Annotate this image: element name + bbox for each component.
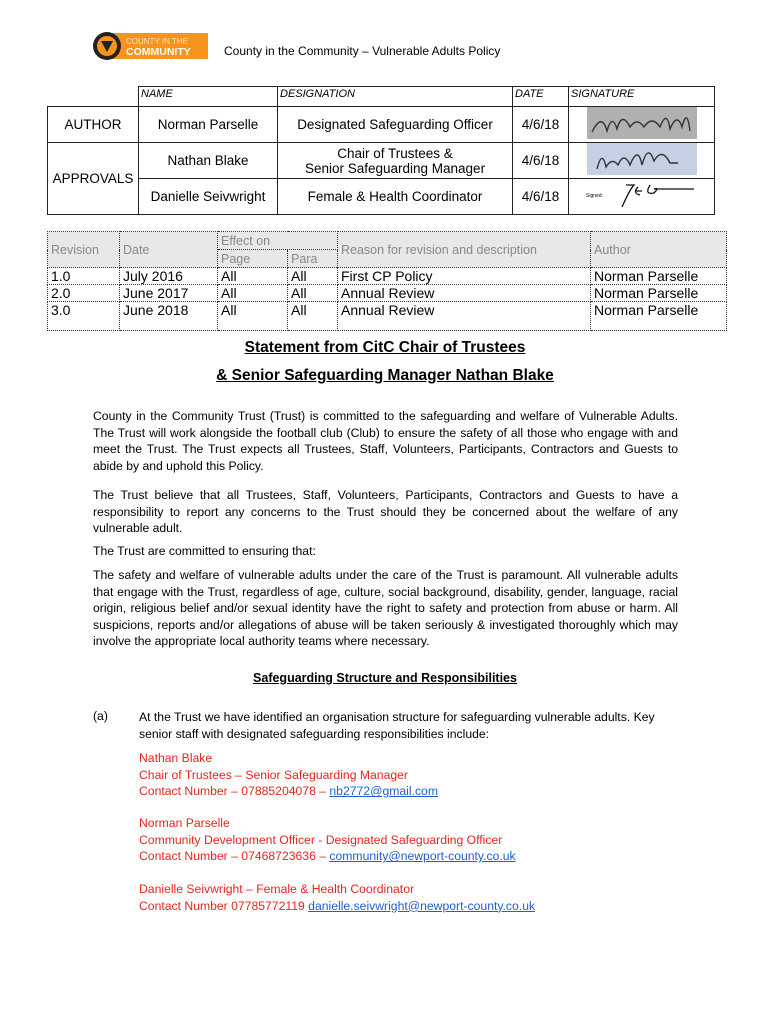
date-cell: 4/6/18: [513, 107, 569, 143]
svg-text:COUNTY IN THE: COUNTY IN THE: [126, 37, 188, 46]
item-text: At the Trust we have identified an organisation structure for safeguarding vulnerable adults. Key senior staff with designated safeguarding responsibilities include:: [139, 710, 655, 741]
date-cell: 4/6/18: [513, 179, 569, 215]
author-label: AUTHOR: [48, 107, 139, 143]
approvals-table: [47, 86, 715, 215]
email-link[interactable]: danielle.seivwright@newport-county.co.uk: [308, 898, 536, 913]
table-row: 3.0 June 2018 All All Annual Review Norman Parselle: [48, 302, 727, 331]
signature-parselle: [569, 107, 715, 143]
designation-cell: Female & Health Coordinator: [278, 179, 513, 215]
header-revision: Revision: [48, 232, 120, 268]
county-in-the-community-logo: [92, 31, 208, 61]
signature-blake: [569, 143, 715, 179]
revision-history-table: [47, 231, 727, 331]
designation-cell: Chair of Trustees & Senior Safeguarding Manager: [278, 143, 513, 179]
paragraph: The safety and welfare of vulnerable adults under the care of the Trust is paramount. All vulnerable adults that engage with the Trust, regardless of age, culture, social background, disability, gender, language, racial origin, religious belief and/or sexual identity have the right to safety and protection from abuse or harm. All suspicions, reports and/or allegations of abuse will be taken seriously & investigated thoroughly which may involve the appropriate local authority teams where necessary.: [93, 568, 678, 649]
table-row: 1.0 July 2016 All All First CP Policy Norman Parselle: [48, 268, 727, 285]
name-cell: Norman Parselle: [139, 107, 278, 143]
table-row: [48, 179, 715, 215]
header-effect-on: Effect on: [218, 232, 338, 250]
name-cell: Danielle Seivwright: [139, 179, 278, 215]
table-row: [48, 107, 715, 143]
header-date: Date: [120, 232, 218, 268]
svg-text:COMMUNITY: COMMUNITY: [126, 46, 191, 58]
contact-nathan-blake: Nathan Blake Chair of Trustees – Senior Safeguarding Manager Contact Number – 07885204078 – nb2772@gmail.com: [139, 751, 438, 799]
email-link[interactable]: nb2772@gmail.com: [329, 784, 438, 799]
date-cell: 4/6/18: [513, 143, 569, 179]
statement-subheading: & Senior Safeguarding Manager Nathan Blake: [216, 367, 554, 384]
header-reason: Reason for revision and description: [338, 232, 591, 268]
contact-norman-parselle: Norman Parselle Community Development Officer - Designated Safeguarding Officer Contact Number – 07468723636 – community@newport-county.co.uk: [139, 816, 516, 864]
header-signature: SIGNATURE: [569, 87, 715, 107]
header-name: NAME: [139, 87, 278, 107]
paragraph: The Trust are committed to ensuring that:: [93, 544, 316, 558]
header-designation: DESIGNATION: [278, 87, 513, 107]
email-link[interactable]: community@newport-county.co.uk: [329, 849, 516, 864]
header-date: DATE: [513, 87, 569, 107]
designation-cell: Designated Safeguarding Officer: [278, 107, 513, 143]
approvals-label: APPROVALS: [48, 143, 139, 215]
statement-heading: Statement from CitC Chair of Trustees: [244, 339, 526, 356]
header-author: Author: [591, 232, 727, 268]
structure-heading: Safeguarding Structure and Responsibilities: [253, 671, 517, 685]
header-para: Para: [288, 250, 338, 268]
name-cell: Nathan Blake: [139, 143, 278, 179]
table-row: 2.0 June 2017 All All Annual Review Norman Parselle: [48, 285, 727, 302]
table-row: [48, 143, 715, 179]
item-label: (a): [93, 709, 108, 723]
signature-seivwright: [569, 179, 715, 215]
paragraph: County in the Community Trust (Trust) is committed to the safeguarding and welfare of Vulnerable Adults. The Trust will work alongside the football club (Club) to ensure the safety of all those who engage with and meet the Trust. The Trust expects all Trustees, Staff, Volunteers, Participants, Contractors and Guests to abide by and uphold this Policy.: [93, 409, 678, 473]
contact-danielle-seivwright: Danielle Seivwright – Female & Health Coordinator Contact Number 07785772119 danielle.seivwright@newport-county.co.uk: [139, 882, 536, 913]
paragraph: The Trust believe that all Trustees, Staff, Volunteers, Participants, Contractors and Guests to have a responsibility to report any concerns to the Trust should they be concerned about the welfare of any vulnerable adult.: [93, 488, 678, 536]
header-page: Page: [218, 250, 288, 268]
svg-text:Signed:: Signed:: [585, 193, 603, 199]
document-title: County in the Community – Vulnerable Adults Policy: [224, 44, 501, 58]
